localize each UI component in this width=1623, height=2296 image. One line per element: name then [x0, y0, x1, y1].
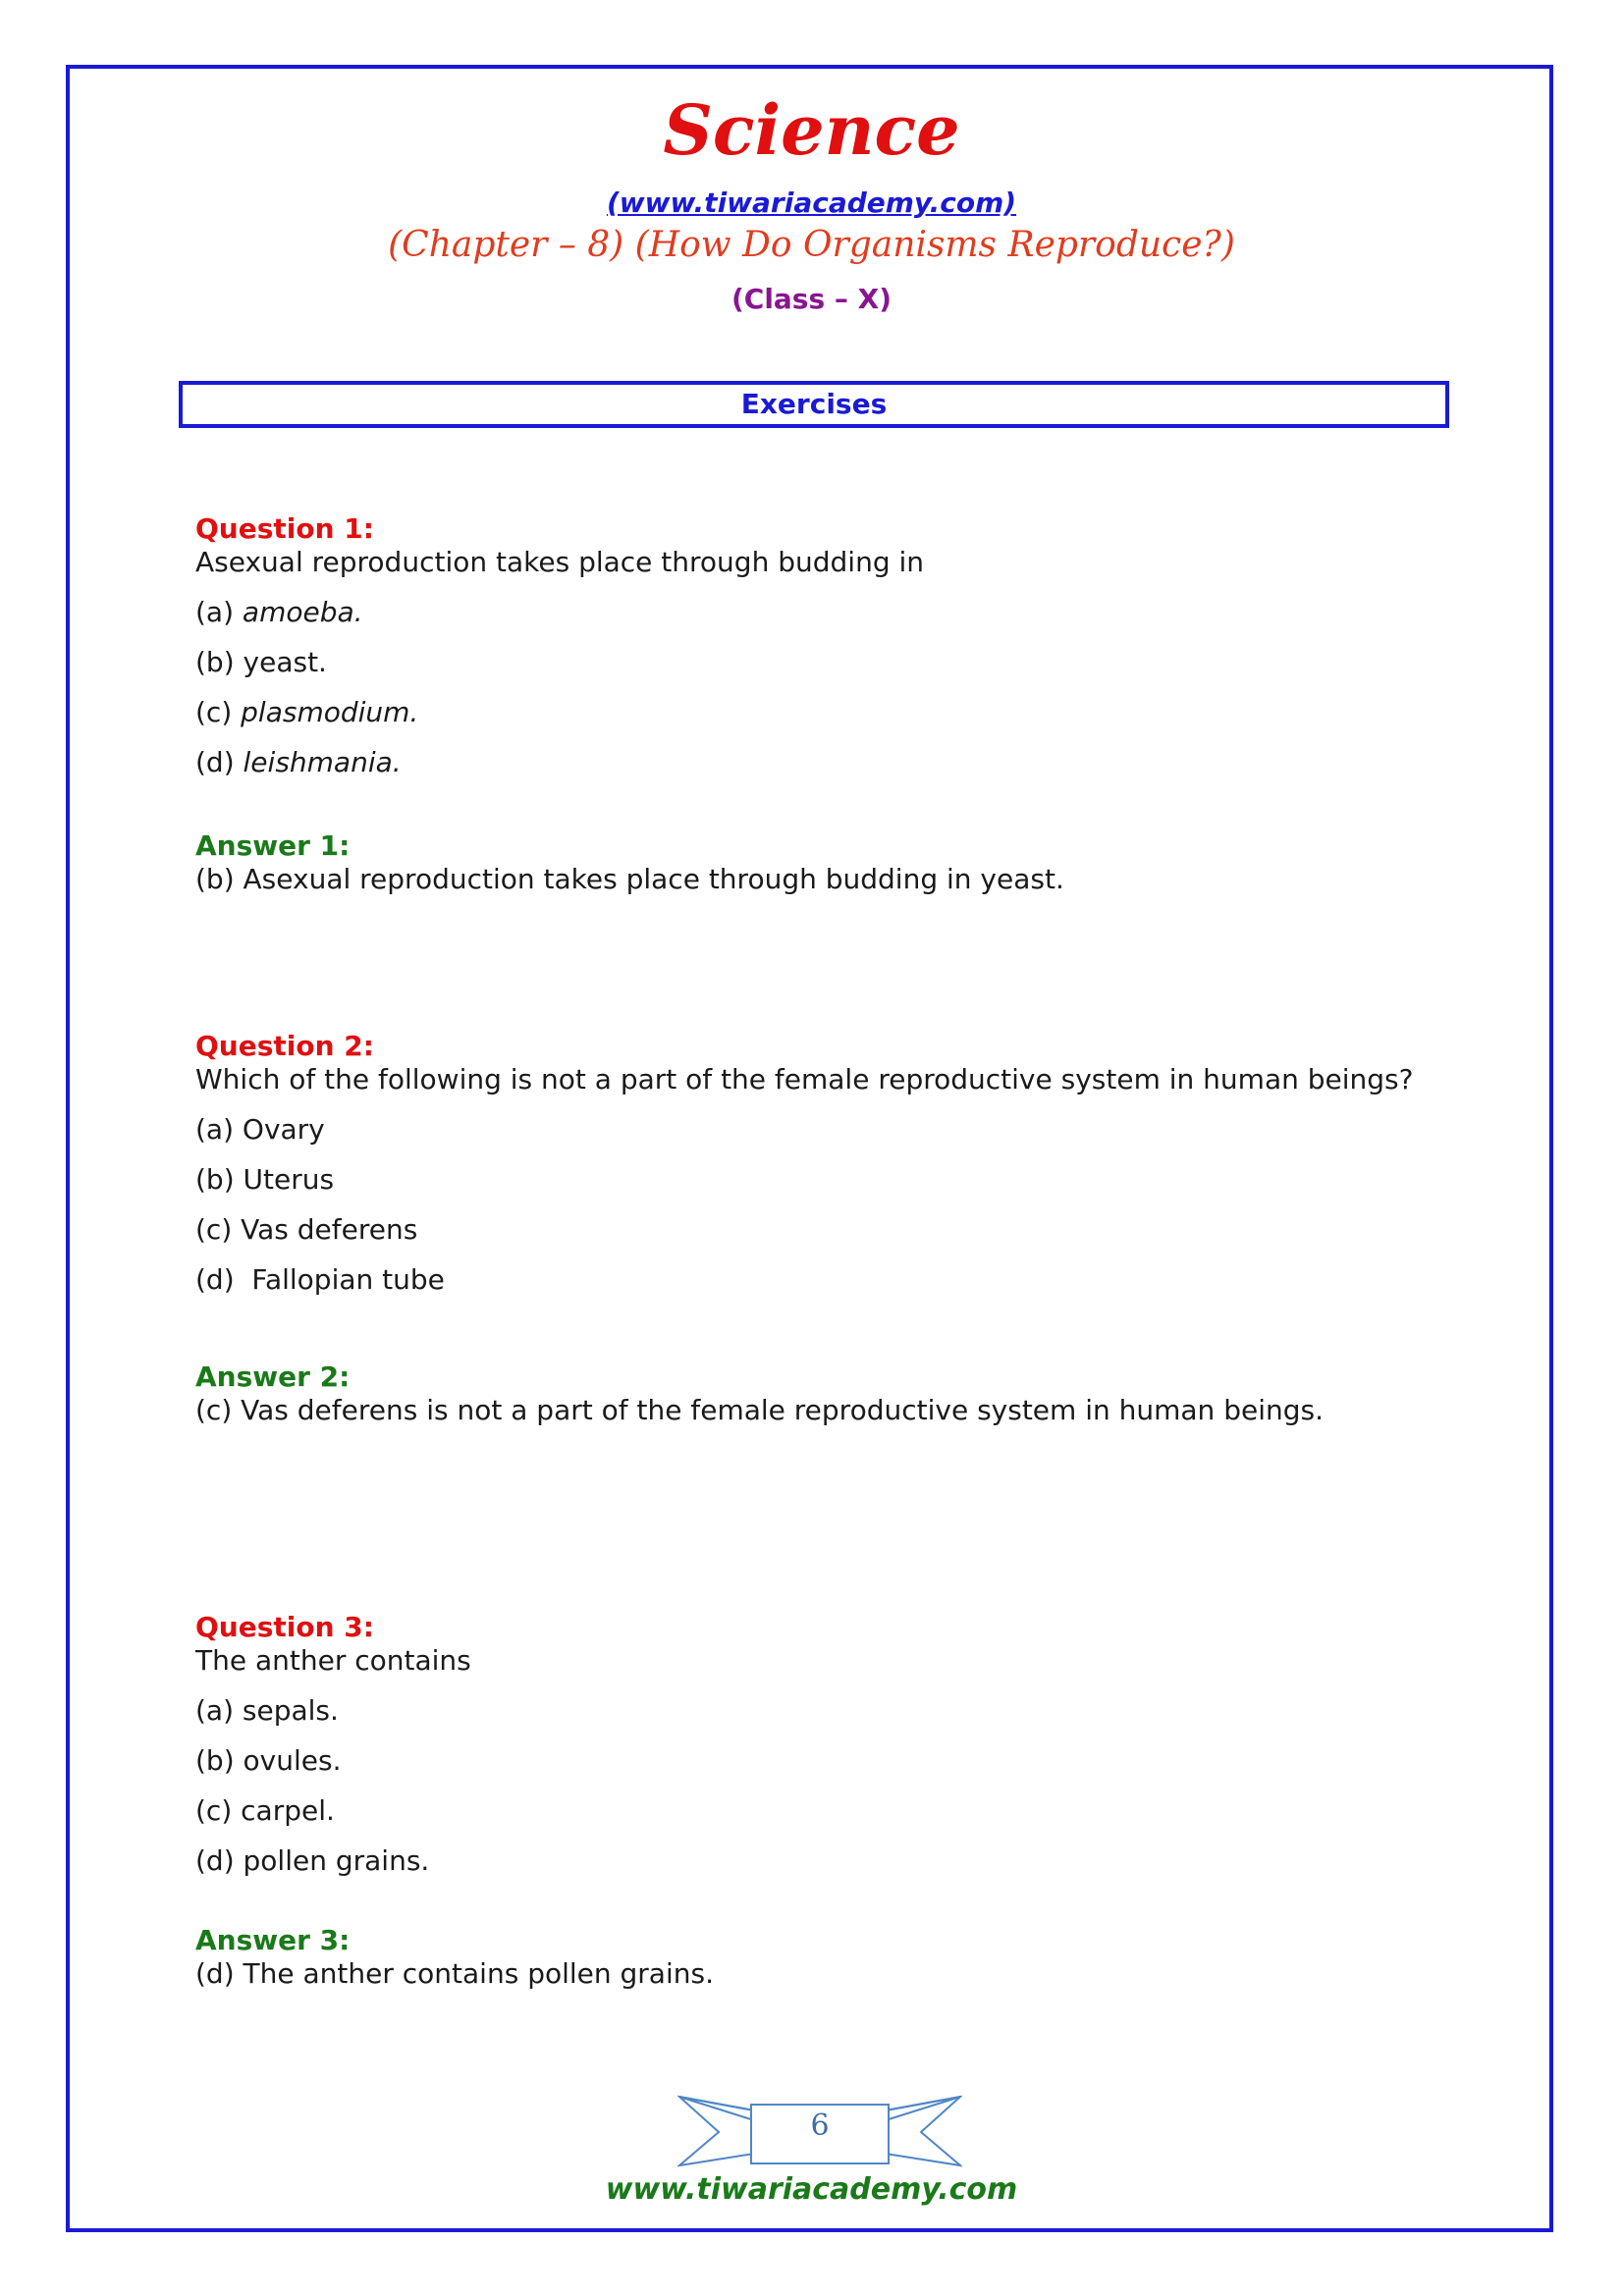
option-b	[195, 1744, 1472, 1778]
question-text: The anther contains	[195, 1644, 471, 1677]
question-block-3	[195, 1611, 1472, 1878]
class-label: (Class – X)	[730, 283, 893, 315]
option-text: sepals.	[242, 1694, 339, 1727]
question-label: Question 1:	[195, 512, 374, 545]
option-c	[195, 1213, 1472, 1247]
option-prefix: (a)	[195, 1113, 243, 1146]
answer-text: (c) Vas deferens is not a part of the female reproductive system in human beings.	[195, 1394, 1324, 1426]
option-d	[195, 1263, 1472, 1297]
option-c	[195, 696, 1472, 729]
section-title-box	[179, 381, 1449, 428]
question-text: Which of the following is not a part of the female reproductive system in human beings?	[195, 1063, 1414, 1095]
answer-label: Answer 1:	[195, 829, 351, 862]
question-label: Question 2:	[195, 1030, 374, 1062]
option-d	[195, 1844, 1472, 1878]
option-a	[195, 1694, 1472, 1728]
page-title: Science	[663, 89, 960, 171]
question-label: Question 3:	[195, 1611, 374, 1643]
option-prefix: (a)	[195, 596, 243, 628]
option-prefix: (c)	[195, 1794, 242, 1827]
option-text: amoeba.	[242, 596, 363, 628]
option-b	[195, 1163, 1472, 1197]
option-text: Ovary	[242, 1113, 325, 1146]
question-text: Asexual reproduction takes place through budding in	[195, 546, 925, 578]
option-d	[195, 746, 1472, 779]
question-block-1	[195, 512, 1472, 779]
option-b	[195, 646, 1472, 679]
answer-label: Answer 2:	[195, 1361, 351, 1393]
option-c	[195, 1794, 1472, 1828]
answer-text: (d) The anther contains pollen grains.	[195, 1957, 714, 1990]
option-text: ovules.	[243, 1744, 342, 1777]
option-prefix: (b)	[195, 1163, 243, 1196]
option-a	[195, 1113, 1472, 1147]
option-text: Uterus	[243, 1163, 335, 1196]
section-title: Exercises	[740, 388, 888, 420]
option-prefix: (d)	[195, 746, 243, 778]
answer-block-2	[195, 1361, 1472, 1427]
option-prefix: (c)	[195, 696, 242, 728]
option-text: Fallopian tube	[251, 1263, 445, 1296]
website-link-bottom[interactable]: www.tiwariacademy.com	[605, 2172, 1018, 2207]
website-link-top[interactable]: (www.tiwariacademy.com)	[606, 187, 1017, 219]
option-prefix: (d)	[195, 1844, 243, 1877]
answer-block-1	[195, 829, 1472, 896]
answer-text: (b) Asexual reproduction takes place through budding in yeast.	[195, 863, 1064, 895]
option-text: pollen grains.	[243, 1844, 430, 1877]
option-prefix: (d)	[195, 1263, 252, 1296]
option-text: Vas deferens	[241, 1213, 418, 1246]
option-text: leishmania.	[243, 746, 402, 778]
option-text: carpel.	[241, 1794, 335, 1827]
chapter-heading: (Chapter – 8) (How Do Organisms Reproduce?)	[388, 225, 1235, 265]
answer-label: Answer 3:	[195, 1924, 351, 1956]
option-prefix: (a)	[195, 1694, 243, 1727]
option-a	[195, 596, 1472, 629]
option-text: yeast.	[243, 646, 327, 678]
option-prefix: (c)	[195, 1213, 242, 1246]
option-prefix: (b)	[195, 1744, 243, 1777]
page-number: 6	[810, 2109, 830, 2143]
question-block-2	[195, 1030, 1472, 1297]
option-prefix: (b)	[195, 646, 243, 678]
answer-block-3	[195, 1924, 1472, 1991]
option-text: plasmodium.	[241, 696, 419, 728]
